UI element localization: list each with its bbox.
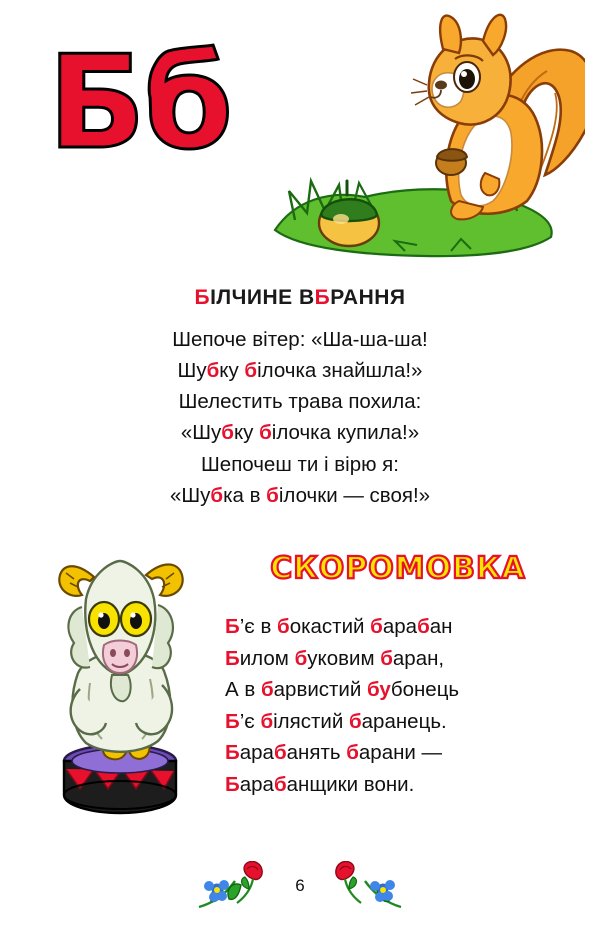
- twister-segment: б: [370, 614, 383, 638]
- twister-segment: ілястий: [273, 709, 349, 733]
- twister-segment: ара: [239, 741, 274, 765]
- poem-segment: ілочка знайшла!»: [257, 359, 423, 383]
- poem-title-part: ІЛЧИНЕ В: [210, 286, 315, 309]
- twister-segment: Б: [225, 614, 240, 638]
- poem-segment: ку: [219, 359, 245, 383]
- goat-illustration: [20, 533, 220, 833]
- twister-segment: Б: [225, 772, 240, 796]
- twister-segment: А в: [225, 678, 261, 702]
- poem-title-part: Б: [314, 286, 331, 309]
- twister-segment: б: [260, 709, 274, 733]
- twister-segment: ара: [382, 614, 418, 638]
- poem-line: [0, 449, 600, 480]
- poem-segment: Шепоче вітер: «Ша-ша-ша!: [172, 328, 428, 351]
- tongue-twister-line: [225, 643, 585, 675]
- poem-line: [0, 480, 600, 511]
- twister-segment: б: [260, 678, 274, 702]
- poem-segment: Шелестить трава похила:: [178, 390, 422, 414]
- twister-segment: Б: [225, 741, 240, 765]
- twister-segment: б: [294, 646, 308, 670]
- tongue-twister-line: [225, 674, 585, 706]
- tongue-twister-line: [225, 737, 585, 769]
- twister-segment: ’є: [239, 709, 261, 733]
- twister-segment: илом: [239, 646, 295, 670]
- twister-segment: ан: [429, 614, 453, 638]
- twister-segment: арани —: [358, 741, 443, 765]
- flower-ornament-left-icon: [195, 861, 281, 911]
- poem-segment: б: [206, 359, 220, 383]
- page-title: Бб: [48, 29, 231, 178]
- twister-segment: аранець.: [361, 709, 447, 733]
- tongue-twister-banner-label: СКОРОМОВКА: [270, 550, 526, 586]
- twister-segment: б: [417, 614, 430, 638]
- poem-segment: ку: [233, 421, 260, 445]
- poem-segment: б: [210, 483, 224, 507]
- letter-header-section: [0, 0, 600, 268]
- poem-segment: ілочки — своя!»: [278, 483, 431, 507]
- twister-segment: б: [277, 614, 290, 638]
- poem-line: [0, 417, 600, 448]
- poem-segment: ілочка купила!»: [271, 421, 420, 445]
- page-footer: [0, 861, 600, 911]
- twister-segment: бонець: [390, 678, 460, 702]
- squirrel-illustration: [255, 5, 585, 263]
- poem-segment: б: [244, 359, 258, 383]
- poem-line: [0, 355, 600, 386]
- flower-ornament-right-icon: [319, 861, 405, 911]
- tongue-twister-banner: [248, 551, 548, 586]
- poem-segment: б: [259, 421, 272, 445]
- poem-segment: «Шу: [169, 483, 211, 507]
- poem-segment: б: [266, 483, 279, 507]
- tongue-twister-line: [225, 769, 585, 801]
- twister-segment: ара: [239, 772, 274, 796]
- poem-title-part: Б: [194, 286, 211, 309]
- page-number: 6: [295, 876, 305, 895]
- poem-title-part: РАННЯ: [330, 286, 406, 309]
- poem-line: [0, 324, 600, 355]
- poem-segment: б: [221, 421, 234, 445]
- tongue-twister-line: [225, 611, 585, 643]
- tongue-twister-line: [225, 706, 585, 738]
- tongue-twister-section: [0, 533, 600, 863]
- tongue-twister-body: [225, 611, 585, 800]
- twister-segment: аран,: [392, 646, 445, 670]
- twister-segment: б: [273, 741, 287, 765]
- twister-segment: бу: [367, 678, 391, 702]
- poem-segment: ка в: [223, 483, 267, 507]
- twister-segment: арвистий: [273, 678, 368, 702]
- twister-segment: анять: [286, 741, 347, 765]
- poem-segment: Шу: [177, 359, 207, 383]
- twister-segment: уковим: [307, 646, 381, 670]
- twister-segment: ’є в: [239, 614, 278, 638]
- poem-segment: «Шу: [180, 421, 222, 445]
- poem-segment: Шепочеш ти і вірю я:: [201, 452, 399, 476]
- poem-body: [0, 324, 600, 511]
- twister-segment: б: [346, 741, 359, 765]
- twister-segment: б: [348, 709, 362, 733]
- poem-title: [0, 286, 600, 310]
- twister-segment: Б: [225, 646, 240, 670]
- twister-segment: б: [273, 772, 287, 796]
- twister-segment: б: [380, 646, 393, 670]
- poem-line: [0, 386, 600, 417]
- twister-segment: анщики вони.: [286, 772, 415, 796]
- twister-segment: окастий: [289, 614, 371, 638]
- twister-segment: Б: [225, 709, 240, 733]
